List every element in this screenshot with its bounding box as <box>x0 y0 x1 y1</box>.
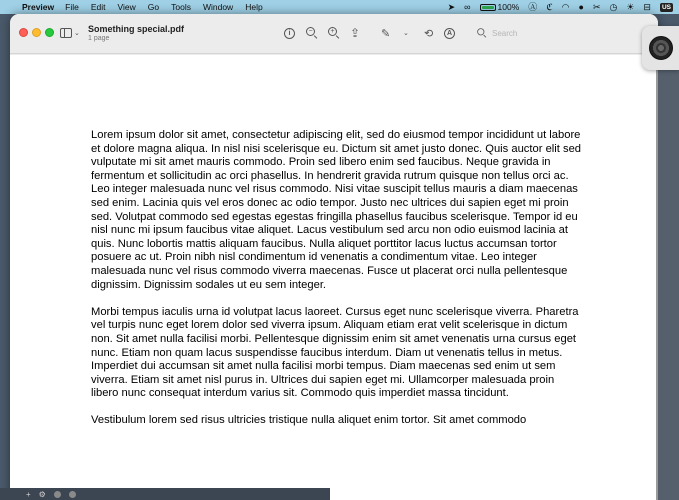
zoom-in-icon: + <box>328 27 340 39</box>
markup-pen-icon: ✎ <box>381 27 391 40</box>
chevron-down-icon: ⌄ <box>74 30 80 37</box>
rotate-icon: ⟲ <box>424 27 434 40</box>
paragraph: Morbi tempus iaculis urna id volutpat lacus laoreet. Cursus eget nunc scelerisque viverra. Pharetra vel turpis nunc eget lorem dolor sed viverra ipsum. Aliquam etiam erat velit scelerisque in dictum non. Sit amet nulla facilisi morbi. Pellentesque dignissim enim sit amet venenatis urna cursus eget nunc. Etiam non quam lacus suspendisse faucibus interdum. Diam ut venenatis tellus in metus. Imperdiet dui accumsan sit amet nulla facilisi morbi tempus. Diam maecenas sed enim ut sem viverra. Etiam sit amet nisl purus in. Ultrices dui sapien eget mi. Ullamcorper malesuada proin libero nunc consequat interdum varius sit. Commodo quis imperdiet massa tincidunt. <box>91 305 579 400</box>
menu-tools[interactable]: Tools <box>171 2 191 12</box>
share-button[interactable] <box>350 25 360 41</box>
paragraph: Vestibulum lorem sed risus ultricies tristique nulla aliquet enim tortor. Sit amet commodo <box>91 414 527 427</box>
a-circle-icon[interactable]: Ⓐ <box>528 2 538 12</box>
search-field[interactable] <box>472 24 642 42</box>
info-button[interactable] <box>284 25 295 41</box>
pdf-page <box>10 55 656 500</box>
markup-button[interactable] <box>381 25 390 41</box>
rotate-button[interactable] <box>424 25 433 41</box>
battery-status[interactable] <box>480 2 520 12</box>
fullscreen-window-button[interactable] <box>45 28 54 37</box>
menu-go[interactable]: Go <box>147 2 160 12</box>
floating-app-widget[interactable] <box>642 26 679 70</box>
menu-file[interactable]: File <box>65 2 79 12</box>
sidebar-icon <box>60 28 72 38</box>
menu-bar <box>0 0 679 14</box>
menu-view[interactable]: View <box>117 2 136 12</box>
status-dot <box>54 491 61 498</box>
battery-icon <box>480 4 496 11</box>
desktop-background <box>658 70 679 500</box>
page-text <box>91 129 581 442</box>
markup-menu-button[interactable] <box>403 25 409 41</box>
annotate-icon: A <box>444 28 455 39</box>
input-source-badge[interactable]: US <box>661 3 671 11</box>
location-arrow-icon[interactable]: ➤ <box>447 2 456 12</box>
background-app-statusbar <box>0 488 330 500</box>
menu-edit[interactable]: Edit <box>90 2 106 12</box>
control-center-icon[interactable]: ⊟ <box>643 2 651 12</box>
infinity-icon[interactable]: ∞ <box>464 2 471 12</box>
preview-window <box>10 14 658 500</box>
add-icon: + <box>26 489 31 499</box>
zoom-out-button[interactable] <box>306 25 318 41</box>
menu-extras <box>448 0 679 14</box>
search-input[interactable] <box>492 29 612 38</box>
zoom-out-icon: − <box>306 27 318 39</box>
document-page-count: 1 page <box>88 35 110 42</box>
battery-percent: 100% <box>497 2 520 12</box>
gear-icon: ⚙ <box>38 489 46 499</box>
document-viewport[interactable] <box>10 55 658 500</box>
scissors-icon[interactable]: ✂ <box>592 2 601 12</box>
menu-app-name[interactable]: Preview <box>22 2 55 12</box>
info-icon: i <box>284 28 295 39</box>
search-icon <box>477 28 487 38</box>
close-window-button[interactable] <box>19 28 28 37</box>
c-icon[interactable]: ℭ <box>546 2 553 12</box>
status-dot <box>69 491 76 498</box>
document-title: Something special.pdf <box>88 24 185 34</box>
annotate-button[interactable] <box>444 25 455 41</box>
sun-icon[interactable]: ☀ <box>626 2 635 12</box>
history-icon[interactable]: ◷ <box>609 2 618 12</box>
zoom-in-button[interactable] <box>328 25 340 41</box>
menu-help[interactable]: Help <box>245 2 263 12</box>
share-icon: ⇪ <box>350 26 361 40</box>
disc-app-icon <box>649 36 673 60</box>
minimize-window-button[interactable] <box>32 28 41 37</box>
window-toolbar <box>10 14 658 54</box>
wifi-icon[interactable]: ◠ <box>561 2 570 12</box>
apple-logo-icon[interactable]: ● <box>578 2 584 12</box>
menu-window[interactable]: Window <box>202 2 234 12</box>
chevron-down-icon: ⌄ <box>403 30 409 37</box>
paragraph: Lorem ipsum dolor sit amet, consectetur adipiscing elit, sed do eiusmod tempor incididunt ut labore et dolore magna aliqua. In nisl nisi scelerisque eu. Dictum sit amet justo donec. Quis auctor elit sed vulputate mi sit amet mauris commodo. Proin sed libero enim sed faucibus. Neque gravida in fermentum et sollicitudin ac orci phasellus. In hendrerit gravida rutrum quisque non tellus orci ac. Leo integer malesuada nunc vel risus commodo. Nisi vitae suscipit tellus mauris a diam maecenas sed enim. Lacinia quis vel eros donec ac odio tempor. Justo nec ultrices dui sapien eget mi proin sed. Volutpat commodo sed egestas egestas fringilla phasellus faucibus scelerisque. Tempor id eu nisl nunc mi ipsum faucibus vitae aliquet. Lacus vestibulum sed arcu non odio euismod lacinia at quis. Nunc lobortis mattis aliquam faucibus. Nulla aliquet porttitor lacus luctus accumsan tortor posuere ac ut. Proin nibh nisl condimentum id venenatis a condimentum vitae. Leo integer malesuada nunc vel risus commodo viverra maecenas. Fusce ut placerat orci nulla pellentesque dignissim. Dignissim sodales ut eu sem integer. <box>91 129 582 291</box>
sidebar-toggle-button[interactable] <box>60 26 84 40</box>
